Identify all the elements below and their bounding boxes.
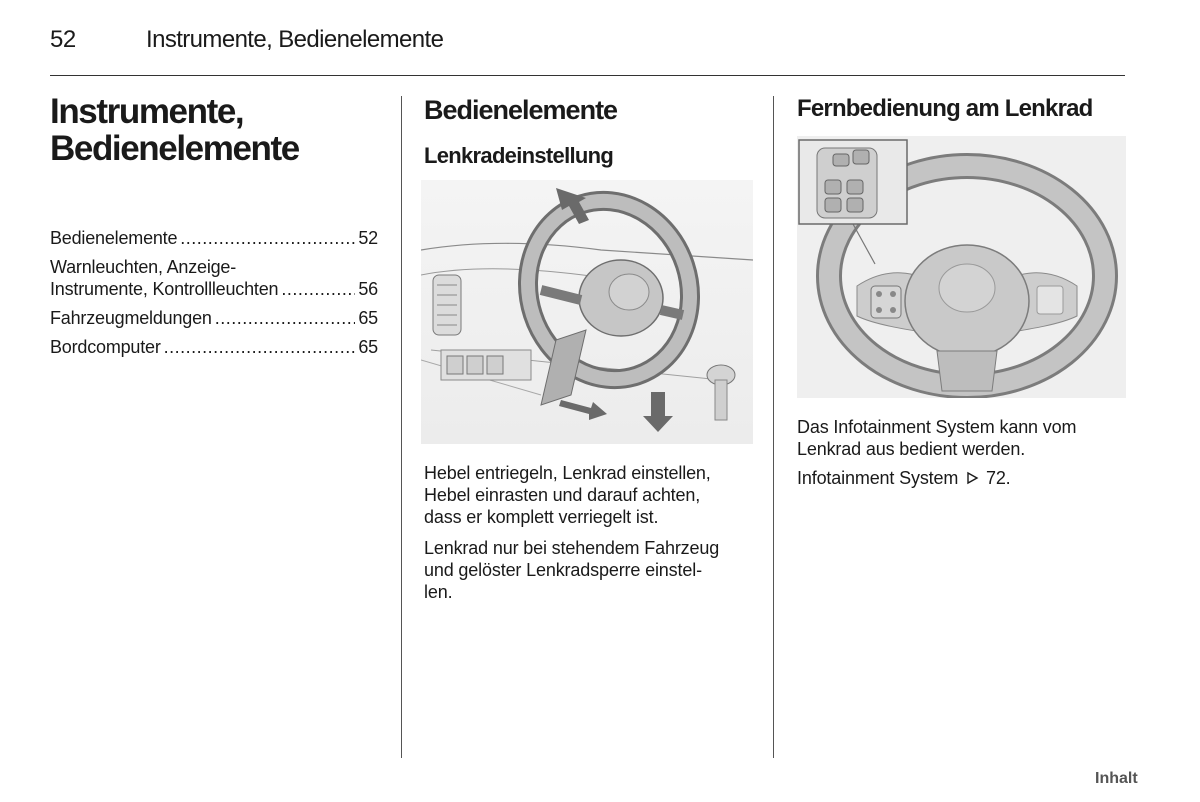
running-header-title: Instrumente, Bedienelemente [146,26,444,53]
paragraph-line: Hebel entriegeln, Lenkrad einstellen, [424,463,711,483]
paragraph-line: und gelöster Lenkradsperre einstel- [424,560,702,580]
cross-reference[interactable] [797,467,1132,489]
paragraph-line: Lenkrad nur bei stehendem Fahrzeug [424,538,720,558]
toc-entry-label: Bedienelemente [50,228,178,248]
switch-panel-icon [441,350,531,380]
toc-entry[interactable] [50,256,378,300]
chapter-title-line: Bedienelemente [50,129,299,168]
page-number: 52 [50,26,76,53]
toc-page-number: 65 [358,308,378,328]
toc-entry[interactable] [50,307,378,329]
paragraph-line: dass er komplett verriegelt ist. [424,507,659,527]
toc-page-number: 52 [358,228,378,248]
toc-entry-label: Warnleuchten, Anzeige- [50,257,237,277]
remote-buttons-icon [871,286,901,318]
toc-page-number: 56 [358,279,378,299]
paragraph-line: Das Infotainment System kann vom [797,417,1077,437]
instruction-paragraph [424,462,759,528]
description-paragraph [797,416,1132,460]
contents-link[interactable]: Inhalt [1095,770,1138,787]
cross-reference-page: 72. [985,468,1011,488]
chapter-title-line: Instrumente, [50,92,244,131]
toc-leader-dots [180,227,355,249]
remote-control-closeup-icon [799,140,907,224]
paragraph-line: len. [424,582,453,602]
paragraph-line: Lenkrad aus bedient werden. [797,439,1026,459]
toc-page-number: 65 [358,337,378,357]
page-reference-arrow-icon [965,471,979,485]
toc-entry-label: Bordcomputer [50,337,161,357]
instruction-paragraph [424,537,759,603]
column-divider [773,96,774,758]
section-heading: Fernbedienung am Lenkrad [797,95,1093,122]
toc-entry-label: Fahrzeugmeldungen [50,308,212,328]
steering-adjustment-illustration [421,180,753,444]
toc-entry[interactable] [50,227,378,249]
toc-leader-dots [164,336,356,358]
toc-entry-label: Instrumente, Kontrollleuchten [50,279,279,299]
steering-wheel-remote-illustration [797,136,1126,398]
header-rule [50,75,1125,76]
paragraph-line: Hebel einrasten und darauf achten, [424,485,701,505]
subsection-heading: Lenkradeinstellung [424,143,614,168]
air-vent-icon [433,275,461,335]
chapter-title [50,93,390,167]
column-divider [401,96,402,758]
toc-leader-dots [281,278,355,300]
section-heading: Bedienelemente [424,95,618,125]
toc-leader-dots [215,307,356,329]
toc-entry[interactable] [50,336,378,358]
cross-reference-text: Infotainment System [797,468,959,488]
